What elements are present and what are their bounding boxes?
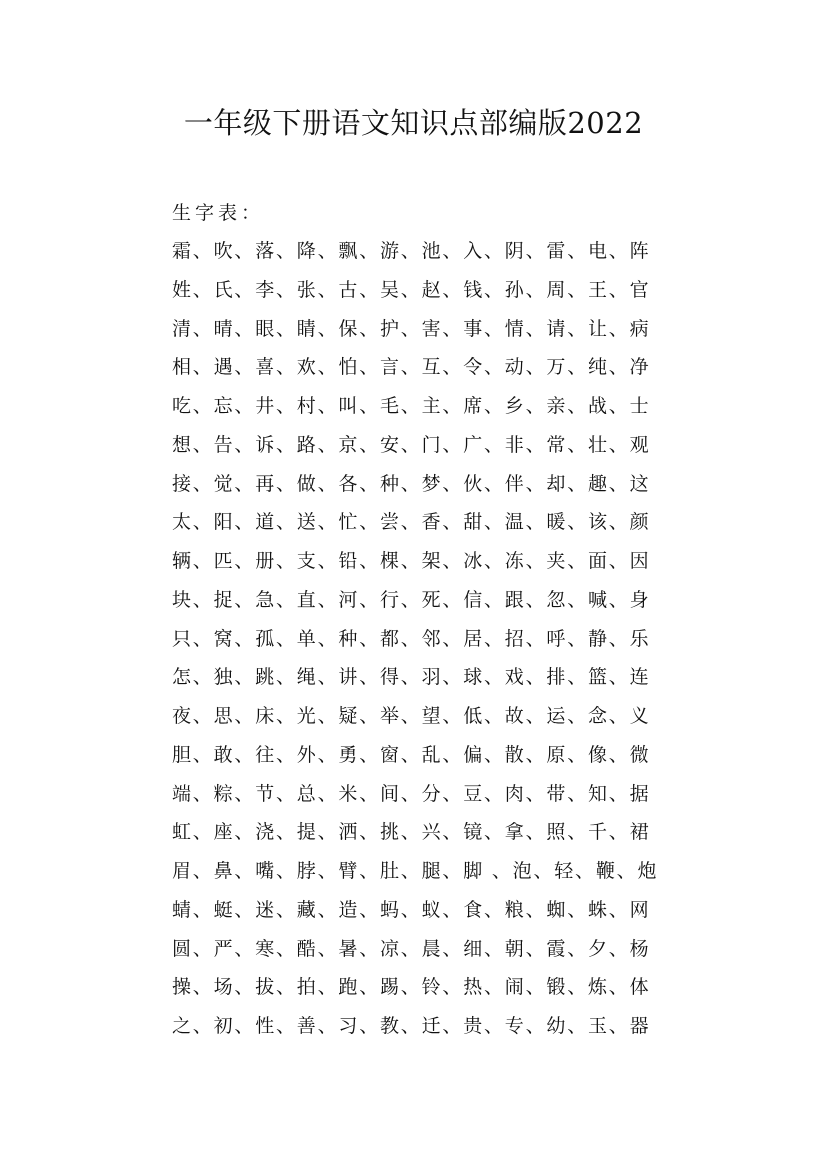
page-title: 一年级下册语文知识点部编版2022: [183, 106, 644, 140]
character-row: 想、告、诉、路、京、安、门、广、非、常、壮、观: [172, 433, 651, 456]
character-row: 姓、氏、李、张、古、吴、赵、钱、孙、周、王、官: [172, 278, 651, 301]
character-row: 眉、鼻、嘴、脖、臂、肚、腿、脚 、泡、轻、鞭、炮: [172, 860, 659, 882]
character-row: 夜、思、床、光、疑、举、望、低、故、运、念、义: [172, 705, 651, 727]
character-row: 圆、严、寒、酷、暑、凉、晨、细、朝、霞、夕、杨: [172, 937, 651, 960]
character-row: 块、捉、急、直、河、行、死、信、跟、忽、喊、身: [172, 588, 651, 611]
character-row: 端、粽、节、总、米、间、分、豆、肉、带、知、据: [172, 782, 651, 805]
character-row: 虹、座、浇、提、洒、挑、兴、镜、拿、照、千、裙: [172, 821, 651, 844]
character-row: 只、窝、孤、单、种、都、邻、居、招、呼、静、乐: [172, 627, 651, 650]
character-row: 清、晴、眼、睛、保、护、害、事、情、请、让、病: [172, 317, 651, 340]
character-row: 吃、忘、井、村、叫、毛、主、席、乡、亲、战、士: [172, 395, 651, 417]
section-label-vocabulary: 生字表：: [172, 202, 265, 224]
character-row: 之、初、性、善、习、教、迁、贵、专、幼、玉、器: [172, 1015, 651, 1037]
character-row: 辆、匹、册、支、铅、棵、架、冰、冻、夹、面、因: [172, 550, 651, 572]
character-row: 蜻、蜓、迷、藏、造、蚂、蚁、食、粮、蜘、蛛、网: [172, 898, 651, 921]
character-row: 胆、敢、往、外、勇、窗、乱、偏、散、原、像、微: [172, 743, 651, 766]
character-row: 操、场、拔、拍、跑、踢、铃、热、闹、锻、炼、体: [172, 976, 651, 999]
character-row: 接、觉、再、做、各、种、梦、伙、伴、却、趣、这: [172, 472, 651, 495]
character-list: [172, 234, 712, 1048]
character-row: 霜、吹、落、降、飘、游、池、入、阴、雷、电、阵: [172, 240, 651, 262]
character-row: 怎、独、跳、绳、讲、得、羽、球、戏、排、篮、连: [172, 666, 651, 689]
character-row: 太、阳、道、送、忙、尝、香、甜、温、暖、该、颜: [172, 511, 651, 534]
character-row: 相、遇、喜、欢、怕、言、互、令、动、万、纯、净: [172, 356, 651, 379]
